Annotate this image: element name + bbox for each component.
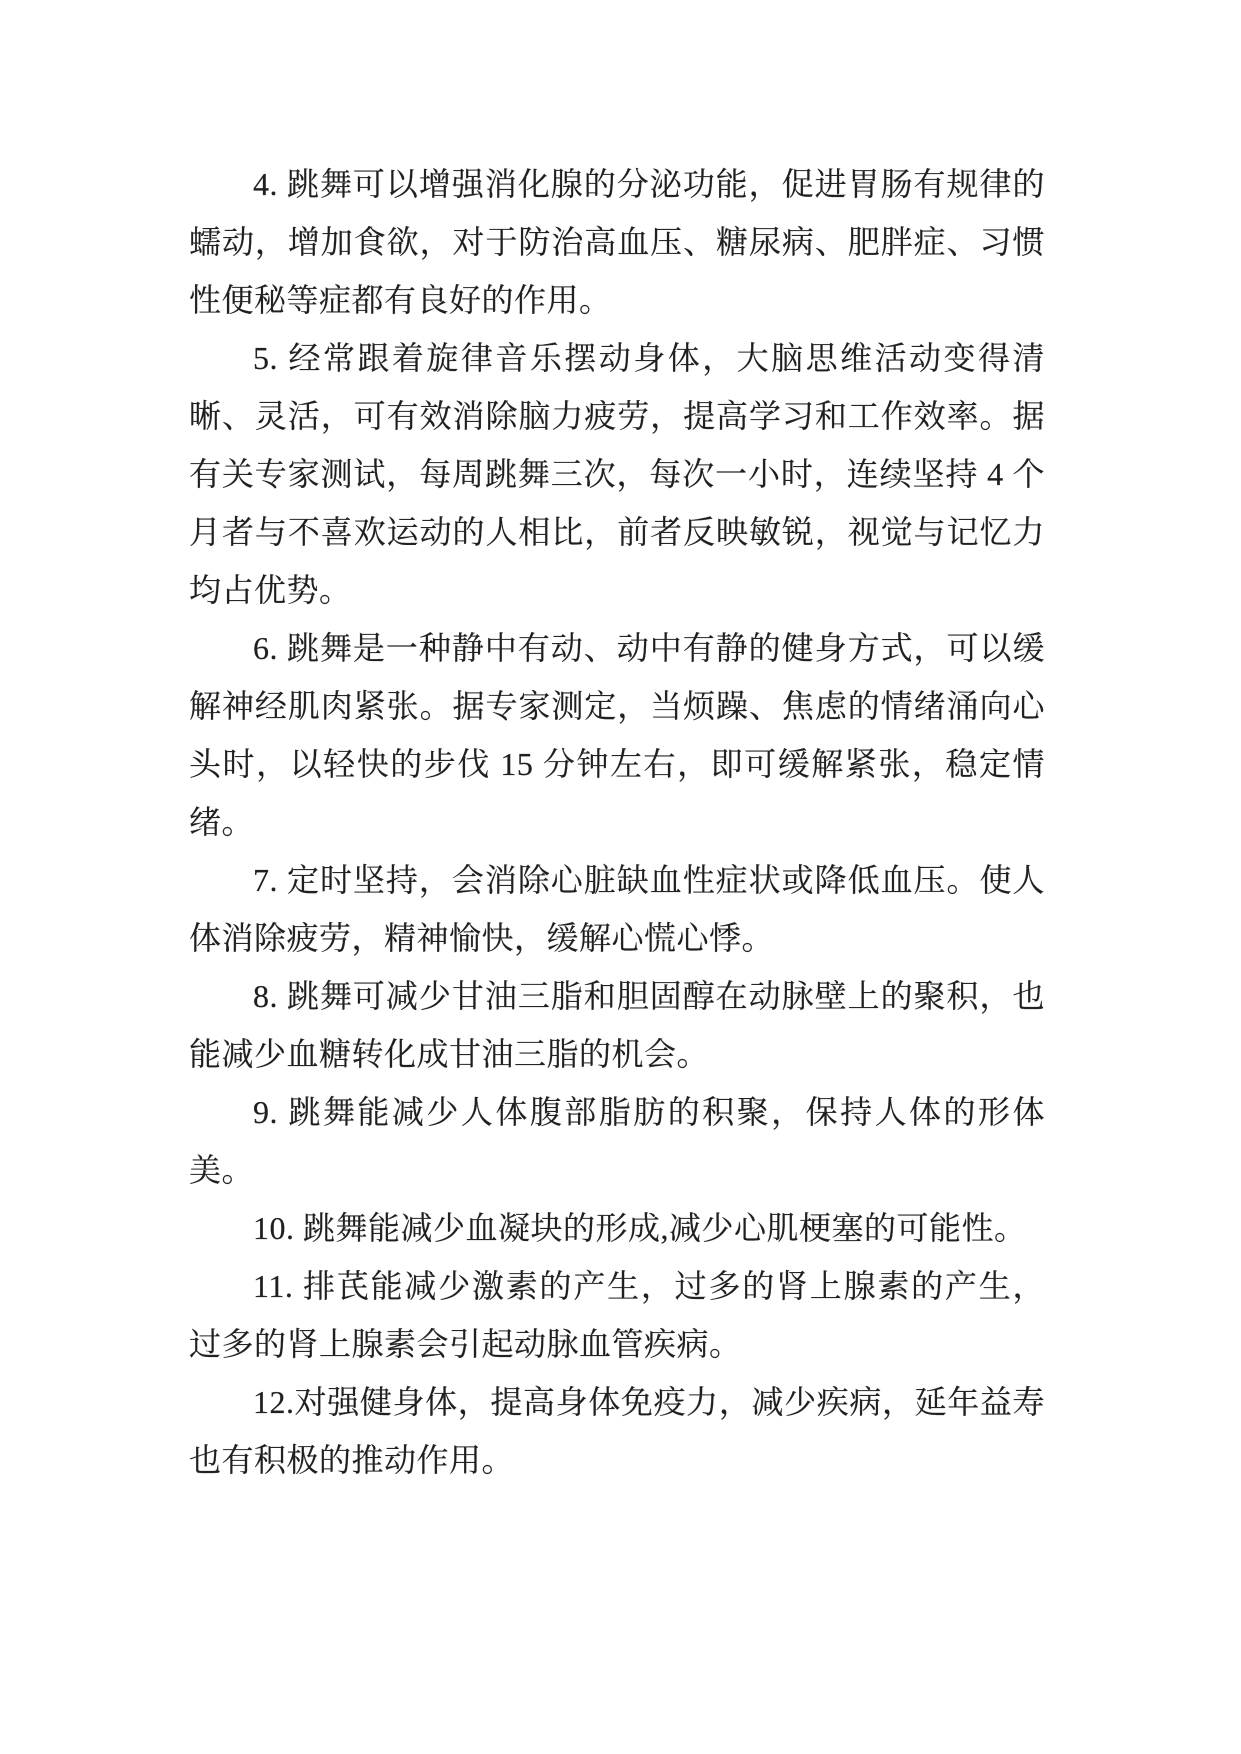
paragraph-8: 8. 跳舞可减少甘油三脂和胆固醇在动脉壁上的聚积，也能减少血糖转化成甘油三脂的机会。 — [189, 978, 1045, 1072]
paragraph-11: 11. 排芪能减少激素的产生，过多的肾上腺素的产生，过多的肾上腺素会引起动脉血管疾病。 — [189, 1268, 1045, 1362]
paragraph-7: 7. 定时坚持，会消除心脏缺血性症状或降低血压。使人体消除疲劳，精神愉快，缓解心慌心悸。 — [189, 862, 1045, 956]
paragraph-10: 10. 跳舞能减少血凝块的形成,减少心肌梗塞的可能性。 — [253, 1210, 1027, 1246]
paragraph-6: 6. 跳舞是一种静中有动、动中有静的健身方式，可以缓解神经肌肉紧张。据专家测定，当烦躁、焦虑的情绪涌向心头时，以轻快的步伐 15 分钟左右，即可缓解紧张，稳定情绪。 — [189, 630, 1045, 840]
paragraph-5: 5. 经常跟着旋律音乐摆动身体，大脑思维活动变得清晰、灵活，可有效消除脑力疲劳，提高学习和工作效率。据有关专家测试，每周跳舞三次，每次一小时，连续坚持 4 个月者与不喜欢运动的人相比，前者反映敏锐，视觉与记忆力均占优势。 — [189, 340, 1045, 608]
paragraph-9: 9. 跳舞能减少人体腹部脂肪的积聚，保持人体的形体美。 — [189, 1094, 1045, 1188]
paragraph-4: 4. 跳舞可以增强消化腺的分泌功能，促进胃肠有规律的蠕动，增加食欲，对于防治高血压、糖尿病、肥胖症、习惯性便秘等症都有良好的作用。 — [189, 166, 1045, 318]
paragraph-12: 12.对强健身体，提高身体免疫力，减少疾病，延年益寿也有积极的推动作用。 — [189, 1384, 1045, 1478]
